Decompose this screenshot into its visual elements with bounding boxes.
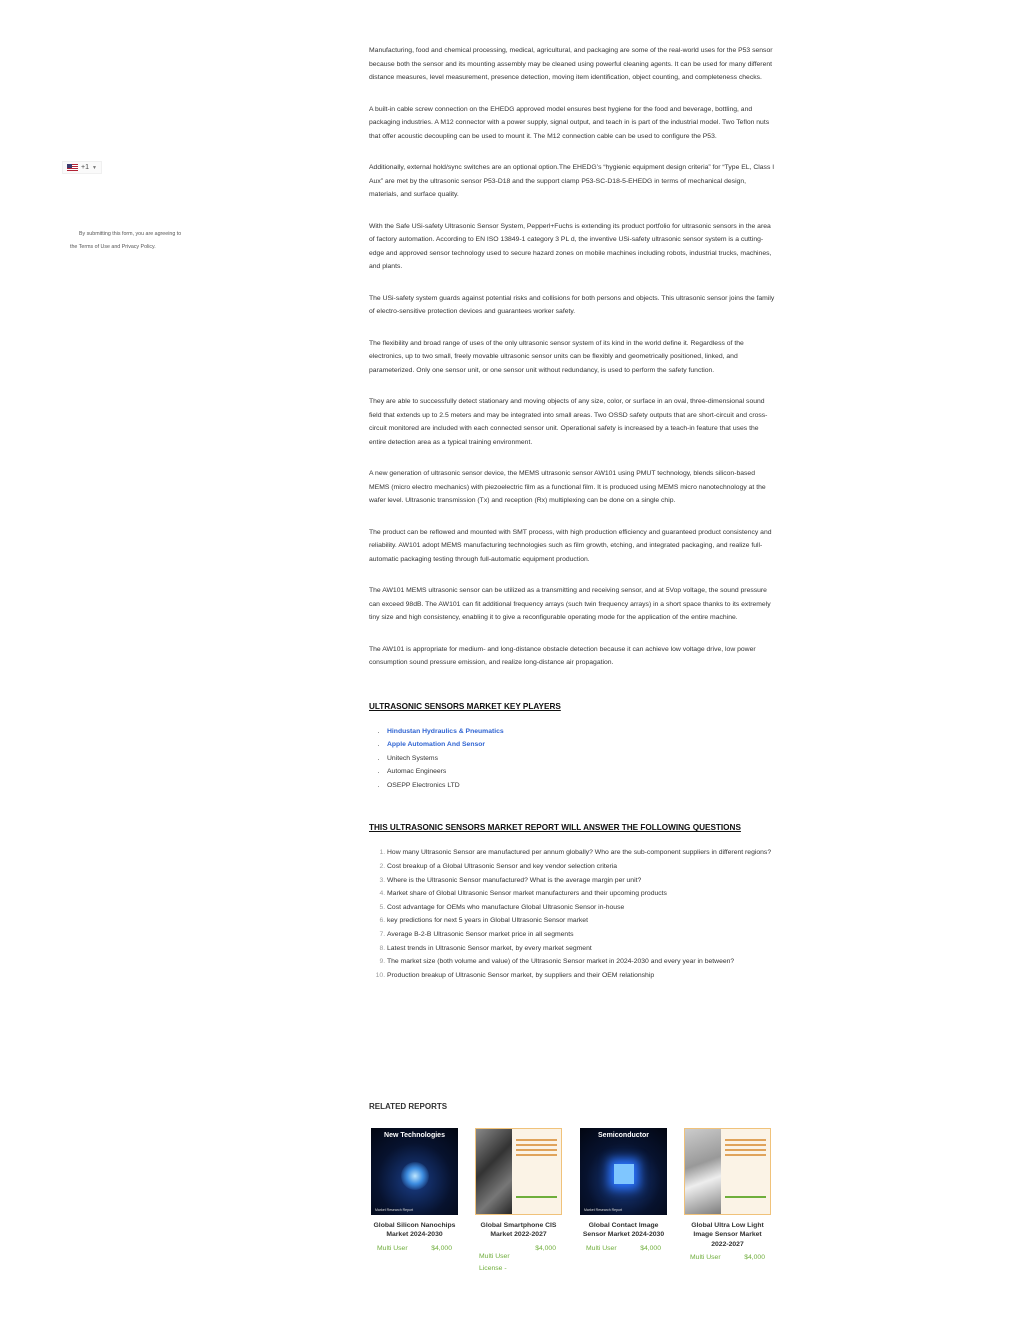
related-report-card[interactable] <box>580 1128 667 1255</box>
related-reports-title: RELATED REPORTS <box>369 1102 448 1111</box>
list-item: • OSEPP Electronics LTD <box>387 779 775 793</box>
license-label: Multi User <box>586 1244 617 1252</box>
price: $4,000 <box>744 1253 765 1261</box>
report-title-link[interactable]: Global Contact Image Sensor Market 2024-2030 <box>582 1222 665 1239</box>
related-report-card[interactable] <box>371 1128 458 1255</box>
price-row <box>371 1243 458 1255</box>
license-label: Multi User License - <box>479 1252 510 1272</box>
questions-heading: THIS ULTRASONIC SENSORS MARKET REPORT WILL ANSWER THE FOLLOWING QUESTIONS <box>369 823 741 833</box>
list-item: 4. Market share of Global Ultrasonic Sensor market manufacturers and their upcoming products <box>387 887 775 901</box>
sidebar-form <box>62 158 192 250</box>
list-item: 10. Production breakup of Ultrasonic Sensor market, by suppliers and their OEM relationship <box>387 969 775 983</box>
price: $4,000 <box>431 1244 452 1252</box>
list-item: 2. Cost breakup of a Global Ultrasonic Sensor and key vendor selection criteria <box>387 860 775 874</box>
consent-line-1: By submitting this form, you are agreeing to <box>79 231 182 237</box>
list-item-link[interactable]: • Hindustan Hydraulics & Pneumatics <box>387 725 775 739</box>
list-item-link[interactable]: • Apple Automation And Sensor <box>387 738 775 752</box>
list-item: 3. Where is the Ultrasonic Sensor manufactured? What is the average margin per unit? <box>387 874 775 888</box>
price: $4,000 <box>640 1244 661 1252</box>
cover-text-lines <box>725 1139 766 1159</box>
list-item: • Automac Engineers <box>387 765 775 779</box>
report-title-link[interactable]: Global Smartphone CIS Market 2022-2027 <box>480 1222 557 1239</box>
report-thumbnail[interactable] <box>684 1128 771 1215</box>
sensor-photo-icon <box>685 1129 721 1215</box>
list-item: 1. How many Ultrasonic Sensor are manufactured per annum globally? Who are the sub-component suppliers in different regions? <box>387 846 775 860</box>
sensor-photo-icon <box>476 1129 512 1215</box>
consent-line-2: the Terms of Use and Privacy Policy. <box>70 244 156 250</box>
list-item: 9. The market size (both volume and value) of the Ultrasonic Sensor market in 2024-2030 and every year in between? <box>387 955 775 969</box>
tech-orb-icon <box>401 1162 429 1190</box>
list-item: 8. Latest trends in Ultrasonic Sensor market, by every market segment <box>387 942 775 956</box>
paragraph: They are able to successfully detect stationary and moving objects of any size, color, or surface in an oval, three-dimensional sound field that extends up to 2.5 meters and may be integrated into small areas. Two OSSD safety outputs that are short-circuit and cross-circuit monitored are included with each connected sensor unit. Operational safety is increased by a teach-in feature that uses the entire detection area as a typical training environment. <box>369 398 768 446</box>
questions-list <box>369 846 775 982</box>
list-item: • Unitech Systems <box>387 752 775 766</box>
cover-accent-bar <box>516 1196 557 1198</box>
phone-code: +1 <box>81 164 89 171</box>
price-row <box>580 1243 667 1255</box>
price-row <box>684 1252 771 1264</box>
paragraph: Manufacturing, food and chemical processing, medical, agricultural, and packaging are some of the real-world uses for the P53 sensor because both the sensor and its mounting assembly may be cleaned using powerful cleaning agents. It can be used for many different distance measures, level measurement, presence detection, moving item identification, object counting, and completeness checks. <box>369 47 773 81</box>
key-players-heading: ULTRASONIC SENSORS MARKET KEY PLAYERS <box>369 701 561 711</box>
paragraph: Additionally, external hold/sync switches are an optional option.The EHEDG’s “hygienic equipment design criteria” for “Type EL, Class I Aux” are met by the ultrasonic sensor P53-D18 and the support clamp P53-SC-D18-5-EHEDG in terms of mechanical design, materials, and surface quality. <box>369 164 775 198</box>
microchip-icon <box>614 1164 634 1184</box>
key-players-list <box>369 725 775 793</box>
paragraph: The flexibility and broad range of uses of the only ultrasonic sensor system of its kind in the world define it. Regardless of the electronics, up to two small, freely movable ultrasonic sensor units can be flexibly and geometrically positioned, linked, and parameterized. Only one sensor unit, or one sensor unit without redundancy, is used to perform the safety function. <box>369 339 744 374</box>
report-thumbnail[interactable] <box>475 1128 562 1215</box>
price: $4,000 <box>535 1244 556 1252</box>
thumbnail-header: New Technologies <box>384 1132 445 1139</box>
report-title-link[interactable]: Global Ultra Low Light Image Sensor Market 2022-2027 <box>691 1222 764 1248</box>
related-report-card[interactable] <box>475 1128 562 1275</box>
paragraph: The AW101 is appropriate for medium- and long-distance obstacle detection because it can achieve low voltage drive, low power consumption sound pressure emission, and realize long-distance air propagation. <box>369 645 756 666</box>
list-item: 6. key predictions for next 5 years in Global Ultrasonic Sensor market <box>387 914 775 928</box>
paragraph: The product can be reflowed and mounted with SMT process, with high production efficiency and guaranteed product consistency and reliability. AW101 adopt MEMS manufacturing technologies such as film growth, etching, and integrated packaging, and realize full-automatic packaging testing through full-automatic equipment production. <box>369 528 772 563</box>
cover-accent-bar <box>725 1196 766 1198</box>
consent-text <box>70 228 200 254</box>
paragraph: A new generation of ultrasonic sensor device, the MEMS ultrasonic sensor AW101 using PMUT technology, blends silicon-based MEMS (micro electro mechanics) with piezoelectric film as a functional film. It is produced using MEMS micro nanotechnology at the wafer level. Ultrasonic transmission (Tx) and reception (Rx) multiplexing can be done on a single chip. <box>369 470 766 504</box>
license-label: Multi User <box>690 1253 721 1261</box>
report-thumbnail[interactable] <box>580 1128 667 1215</box>
thumbnail-header: Semiconductor <box>598 1132 649 1139</box>
chevron-down-icon: ▼ <box>91 164 97 171</box>
paragraph: With the Safe USi-safety Ultrasonic Sensor System, Pepperl+Fuchs is extending its product portfolio for ultrasonic sensors in the area of factory automation. According to EN ISO 13849-1 category 3 PL d, the inventive USi-safety ultrasonic sensor system is a cutting-edge and approved sensor technology used to secure hazard zones on mobile machines including robots, industrial trucks, machines, and plants. <box>369 222 772 270</box>
list-item: 5. Cost advantage for OEMs who manufacture Global Ultrasonic Sensor in-house <box>387 901 775 915</box>
paragraph: The AW101 MEMS ultrasonic sensor can be utilized as a transmitting and receiving sensor, and at 5Vop voltage, the sound pressure can exceed 98dB. The AW101 can fit additional frequency arrays (such twin frequency arrays) in a short space thanks to its extremely tiny size and high consistency, enabling it to give a reconfigurable operating mode for the application of the entire machine. <box>369 587 771 621</box>
thumbnail-footer: Market Research Report <box>584 1208 623 1212</box>
license-label: Multi User <box>377 1244 408 1252</box>
thumbnail-footer: Market Research Report <box>375 1208 414 1212</box>
us-flag-icon <box>67 164 78 171</box>
report-title-link[interactable]: Global Silicon Nanochips Market 2024-2030 <box>373 1222 456 1239</box>
cover-text-lines <box>516 1139 557 1159</box>
article-body <box>369 44 775 982</box>
paragraph: The USi-safety system guards against potential risks and collisions for both persons and objects. This ultrasonic sensor joins the family of electro-sensitive protection devices and guarantees worker safety. <box>369 294 775 315</box>
list-item: 7. Average B-2-B Ultrasonic Sensor market price in all segments <box>387 928 775 942</box>
country-code-select[interactable] <box>62 161 102 174</box>
related-report-card[interactable] <box>684 1128 771 1264</box>
paragraph: A built-in cable screw connection on the EHEDG approved model ensures best hygiene for the food and beverage, bottling, and packaging industries. A M12 connector with a power supply, signal output, and teach in is part of the industrial model. Two Teflon nuts that offer acoustic decoupling can be used to mount it. The M12 connection cable can be used to configure the P53. <box>369 105 770 140</box>
report-thumbnail[interactable] <box>371 1128 458 1215</box>
